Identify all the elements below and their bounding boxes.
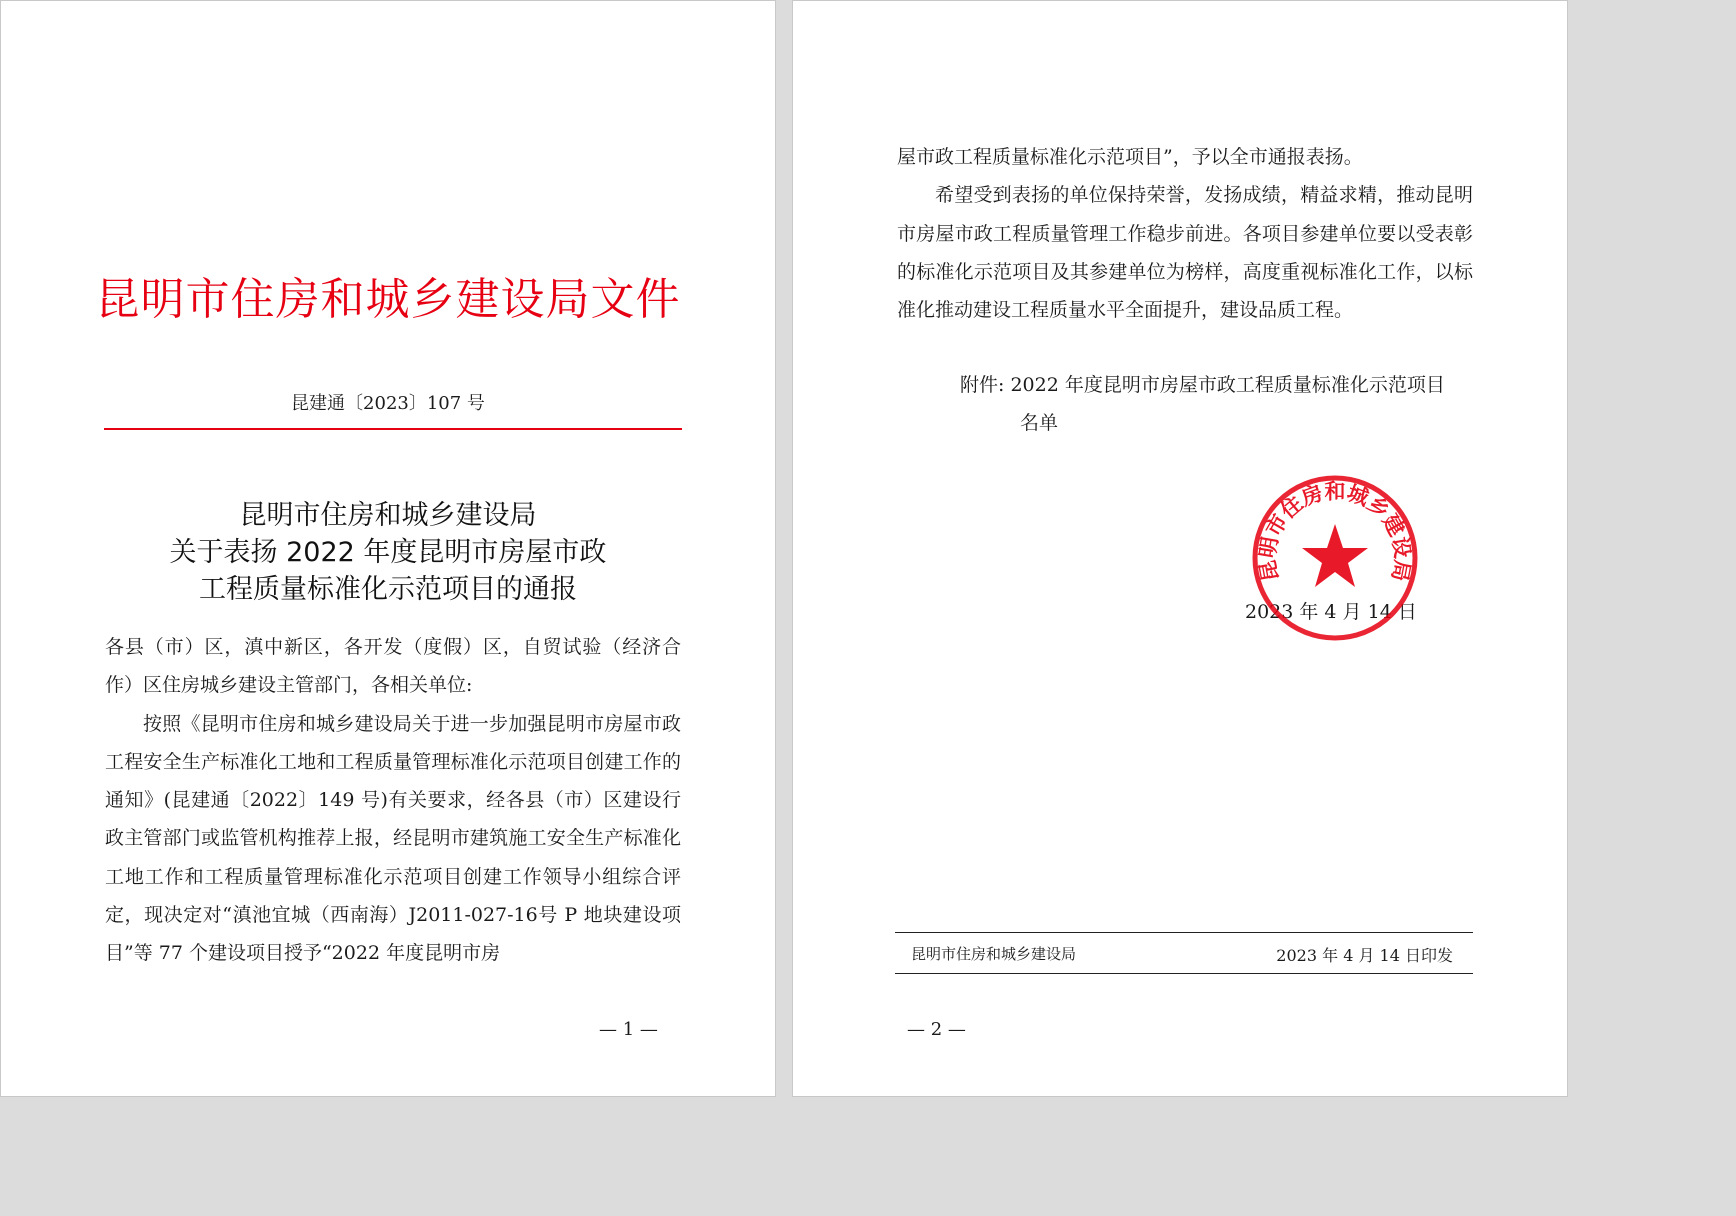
official-seal-icon: [1249, 472, 1421, 644]
red-header: 昆明市住房和城乡建设局文件: [95, 274, 681, 325]
title-line: 昆明市住房和城乡建设局: [239, 500, 537, 531]
footer-issuer: 昆明市住房和城乡建设局: [911, 945, 1077, 963]
attachment-note: [960, 366, 1445, 442]
continuation-text: 屋市政工程质量标准化示范项目”，予以全市通报表扬。: [897, 146, 1363, 168]
document-page-1: [0, 0, 776, 1097]
title-line: 关于表扬 2022 年度昆明市房屋市政: [169, 537, 607, 568]
red-divider-line: [104, 428, 682, 430]
page-number: — 2 —: [907, 1019, 966, 1040]
addressee: 各县（市）区，滇中新区，各开发（度假）区，自贸试验（经济合作）区住房城乡建设主管部门，各相关单位:: [105, 636, 681, 697]
page2-body: [897, 138, 1473, 329]
seal-text: 昆明市住房和城乡建设局: [1255, 479, 1415, 584]
page1-body: [105, 628, 681, 973]
attachment-line: 名单: [1020, 412, 1059, 434]
document-title: [1, 497, 775, 608]
issuance-footer: [895, 932, 1473, 974]
title-line: 工程质量标准化示范项目的通报: [199, 574, 577, 605]
footer-issue-date: 2023 年 4 月 14 日印发: [1276, 946, 1453, 965]
attachment-line: 附件: 2022 年度昆明市房屋市政工程质量标准化示范项目: [960, 374, 1445, 396]
document-number: 昆建通〔2023〕107 号: [291, 393, 485, 414]
body-paragraph: 按照《昆明市住房和城乡建设局关于进一步加强昆明市房屋市政工程安全生产标准化工地和工程质量管理标准化示范项目创建工作的通知》(昆建通〔2022〕149 号)有关要求，经各县（市）区建设行政主管部门或监管机构推荐上报，经昆明市建筑施工安全生产标准化工地工作和工程质量管理标准化示范项目创建工作领导小组综合评定，现决定对“滇池宜城（西南海）J2011-027-16号 P 地块建设项目”等 77 个建设项目授予“2022 年度昆明市房: [105, 712, 681, 965]
signing-date: 2023 年 4 月 14 日: [1245, 601, 1417, 623]
body-paragraph: 希望受到表扬的单位保持荣誉，发扬成绩，精益求精，推动昆明市房屋市政工程质量管理工作稳步前进。各项目参建单位要以受表彰的标准化示范项目及其参建单位为榜样，高度重视标准化工作，以标准化推动建设工程质量水平全面提升，建设品质工程。: [897, 184, 1473, 322]
seal-star-icon: [1302, 524, 1368, 587]
page-number: — 1 —: [599, 1019, 658, 1040]
